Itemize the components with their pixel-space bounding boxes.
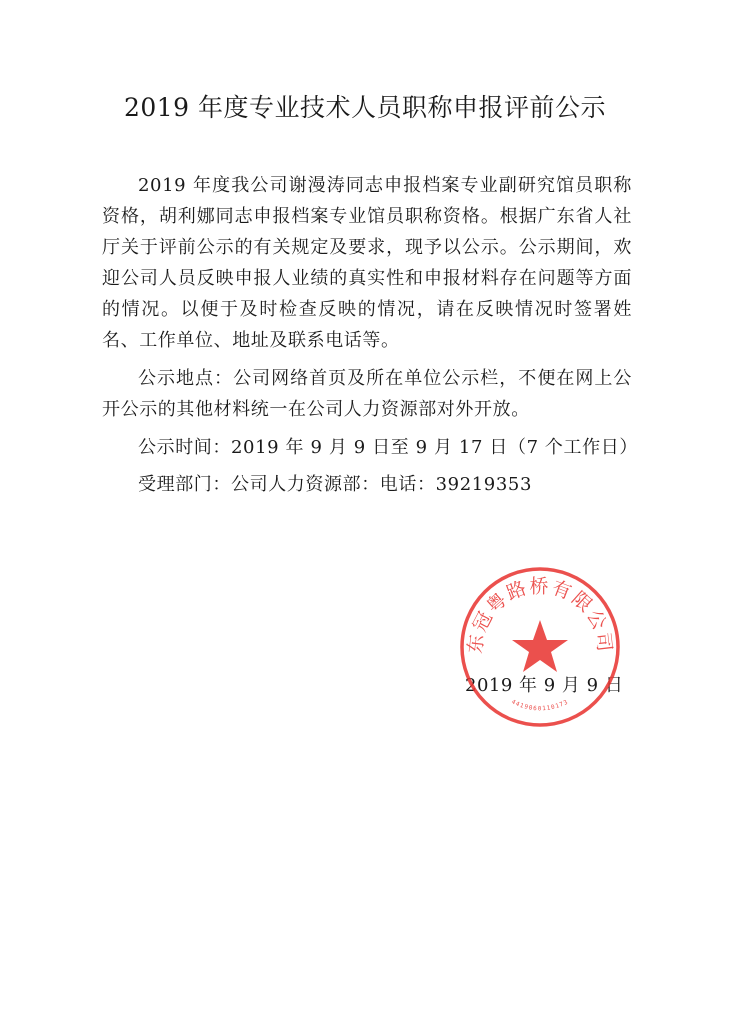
svg-text:4419060110173 [510, 698, 570, 712]
seal-outer-ring [462, 569, 618, 725]
seal-serial-number: 4419060110173 [510, 698, 570, 713]
document-date: 2019 年 9 月 9 日 [465, 675, 624, 696]
paragraph-announcement: 2019 年度我公司谢漫涛同志申报档案专业副研究馆员职称资格，胡利娜同志申报档案专业馆员职称资格。根据广东省人社厅关于评前公示的有关规定及要求，现予以公示。公示期间，欢迎公司人员反映申报人业绩的真实性和申报材料存在问题等方面的情况。以便于及时检查反映的情况，请在反映情况时签署姓名、工作单位、地址及联系电话等。 [102, 175, 632, 351]
svg-text:东冠粤路桥有限公司 [464, 575, 615, 654]
seal-star-icon [512, 620, 568, 672]
document-title: 2019 年度专业技术人员职称申报评前公示 [123, 93, 607, 122]
seal-company-name: 东冠粤路桥有限公司 [464, 575, 616, 655]
document-body [102, 170, 638, 500]
company-seal [455, 562, 625, 732]
line-publicity-time: 公示时间：2019 年 9 月 9 日至 9 月 17 日（7 个工作日） [138, 437, 638, 458]
paragraph-location: 公示地点：公司网络首页及所在单位公示栏，不便在网上公开公示的其他材料统一在公司人力资源部对外开放。 [102, 368, 632, 420]
line-receiving-department: 受理部门：公司人力资源部：电话：39219353 [138, 474, 533, 495]
